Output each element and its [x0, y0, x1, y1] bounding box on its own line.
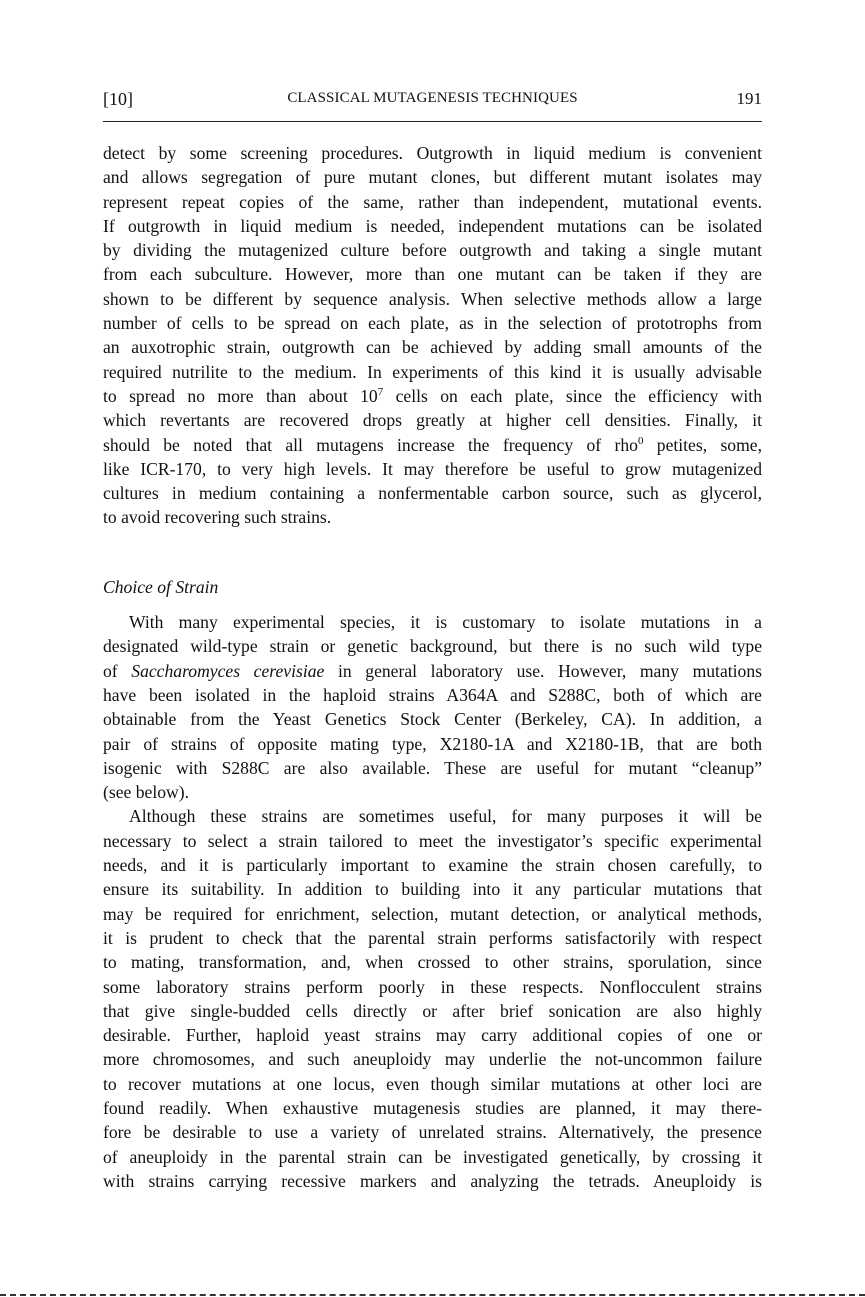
- text-line: an auxotrophic strain, outgrowth can be achieved by adding small amounts of the: [103, 337, 762, 358]
- text-fragment: of: [103, 660, 132, 681]
- text-line: with strains carrying recessive markers and analyzing the tetrads. Aneuploidy is: [103, 1170, 762, 1191]
- text-line: to avoid recovering such strains.: [103, 507, 332, 528]
- body-text: [103, 141, 762, 1193]
- text-line: from each subculture. However, more than one mutant can be taken if they are: [103, 264, 762, 285]
- text-line: fore be desirable to use a variety of unrelated strains. Alternatively, the presence: [103, 1122, 762, 1143]
- section-number: [10]: [103, 89, 133, 109]
- text-line: [103, 384, 762, 408]
- text-line: designated wild-type strain or genetic background, but there is no such wild type: [103, 636, 762, 657]
- text-line: some laboratory strains perform poorly in these respects. Nonflocculent strains: [103, 976, 762, 997]
- page-number: 191: [736, 89, 762, 108]
- text-line: desirable. Further, haploid yeast strains may carry additional copies of one or: [103, 1025, 762, 1046]
- text-line: Although these strains are sometimes useful, for many purposes it will be: [129, 806, 762, 827]
- text-line: have been isolated in the haploid strains A364A and S288C, both of which are: [103, 684, 762, 705]
- species-name: Saccharomyces cerevisiae: [131, 660, 325, 681]
- text-line: required nutrilite to the medium. In experiments of this kind it is usually advisable: [103, 361, 762, 382]
- text-line: ensure its suitability. In addition to building into it any particular mutations that: [103, 879, 762, 900]
- text-line: that give single-budded cells directly or after brief sonication are also highly: [103, 1000, 762, 1021]
- text-line: obtainable from the Yeast Genetics Stock Center (Berkeley, CA). In addition, a: [103, 709, 762, 730]
- text-line: shown to be different by sequence analysis. When selective methods allow a large: [103, 288, 762, 309]
- text-line: represent repeat copies of the same, rather than independent, mutational events.: [103, 191, 762, 212]
- text-line: it is prudent to check that the parental strain performs satisfactorily with respect: [103, 927, 762, 948]
- text-fragment: should be noted that all mutagens increase the frequency of rho: [103, 434, 638, 455]
- text-line: number of cells to be spread on each plate, as in the selection of prototrophs from: [103, 313, 762, 334]
- text-fragment: petites, some,: [643, 434, 762, 455]
- section-heading: Choice of Strain: [103, 576, 219, 597]
- text-line: more chromosomes, and such aneuploidy may underlie the not-uncommon failure: [103, 1049, 762, 1070]
- text-line: which revertants are recovered drops greatly at higher cell densities. Finally, it: [103, 410, 762, 431]
- text-line: to recover mutations at one locus, even though similar mutations at other loci are: [103, 1073, 762, 1094]
- text-line: detect by some screening procedures. Outgrowth in liquid medium is convenient: [103, 143, 762, 163]
- exponent: 7: [377, 385, 384, 398]
- text-line: pair of strains of opposite mating type, X2180-1A and X2180-1B, that are both: [103, 733, 762, 754]
- text-line: and allows segregation of pure mutant clones, but different mutant isolates may: [103, 167, 762, 188]
- text-fragment: to spread no more than about 10: [103, 385, 378, 406]
- text-fragment: in general laboratory use. However, many mutations: [324, 660, 762, 681]
- text-line: necessary to select a strain tailored to meet the investigator’s specific experimental: [103, 830, 762, 851]
- text-line: isogenic with S288C are also available. These are useful for mutant “cleanup”: [103, 757, 762, 778]
- section-spacer: [103, 530, 762, 575]
- page-edge-rule: [0, 1294, 865, 1296]
- text-line: [103, 433, 762, 457]
- text-line: of aneuploidy in the parental strain can be investigated genetically, by crossing it: [103, 1146, 762, 1167]
- text-line: [103, 659, 762, 683]
- header-rule: [103, 121, 762, 122]
- text-line: to mating, transformation, and, when crossed to other strains, sporulation, since: [103, 952, 762, 973]
- text-fragment: cells on each plate, since the efficiency with: [383, 385, 762, 406]
- text-line: (see below).: [103, 782, 189, 803]
- text-line: like ICR-170, to very high levels. It may therefore be useful to grow mutagenized: [103, 458, 762, 479]
- paragraph: [103, 804, 762, 1193]
- text-line: by dividing the mutagenized culture before outgrowth and taking a single mutant: [103, 240, 762, 261]
- running-title: CLASSICAL MUTAGENESIS TECHNIQUES: [287, 90, 578, 106]
- text-line: may be required for enrichment, selection, mutant detection, or analytical methods,: [103, 903, 762, 924]
- text-line: cultures in medium containing a nonfermentable carbon source, such as glycerol,: [103, 483, 762, 504]
- text-line: found readily. When exhaustive mutagenesis studies are planned, it may there-: [103, 1097, 762, 1118]
- running-header: [103, 89, 762, 113]
- text-line: needs, and it is particularly important to examine the strain chosen carefully, to: [103, 855, 762, 876]
- text-line: With many experimental species, it is customary to isolate mutations in a: [129, 612, 762, 633]
- paragraph-continued: [103, 141, 762, 530]
- text-line: If outgrowth in liquid medium is needed, independent mutations can be isolated: [103, 215, 762, 236]
- superscript: 0: [637, 434, 644, 447]
- paragraph: [103, 610, 762, 804]
